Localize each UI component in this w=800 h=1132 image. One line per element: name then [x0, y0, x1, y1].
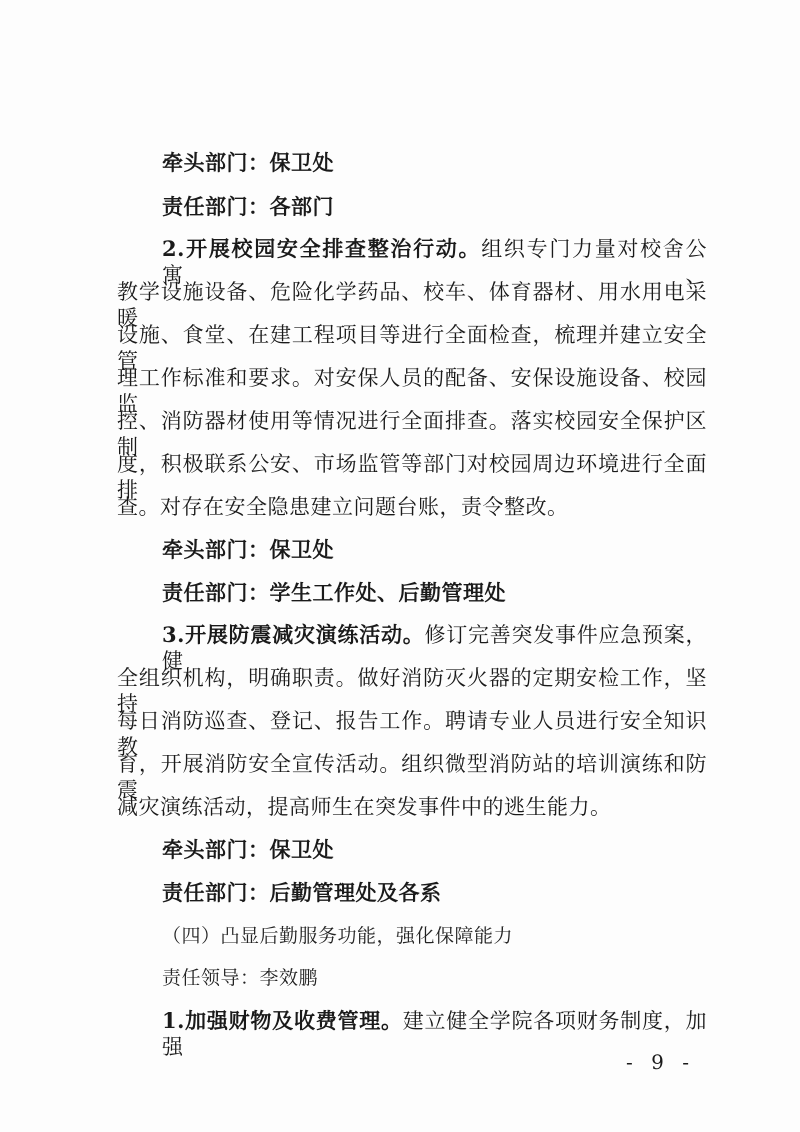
item4-1-text: 建立健全学院各项财务制度，加强 — [162, 1009, 707, 1059]
lead-dept-label: 牵头部门： — [162, 537, 270, 562]
lead-dept-value: 保卫处 — [269, 537, 334, 562]
item2-line: 度，积极联系公安、市场监管等部门对校园周边环境进行全面排 — [117, 452, 707, 502]
resp-dept-line — [162, 880, 707, 906]
resp-dept-line — [162, 580, 707, 606]
item3-title: 3.开展防震减灾演练活动。 — [162, 622, 425, 647]
lead-dept-line — [162, 150, 707, 176]
lead-dept-value: 保卫处 — [269, 150, 334, 175]
item3-line: 全组织机构，明确职责。做好消防灭火器的定期安检工作，坚持 — [117, 666, 707, 716]
lead-dept-line — [162, 837, 707, 863]
item3-line: 减灾演练活动，提高师生在突发事件中的逃生能力。 — [117, 795, 612, 819]
item2-line: 设施、食堂、在建工程项目等进行全面检查，梳理并建立安全管 — [117, 323, 707, 373]
item2-text: 组织专门力量对校舍公寓、 — [162, 237, 708, 287]
resp-dept-line — [162, 194, 707, 220]
lead-dept-label: 牵头部门： — [162, 837, 270, 862]
item3-text: 修订完善突发事件应急预案，健 — [162, 623, 708, 673]
item3-line: 每日消防巡查、登记、报告工作。聘请专业人员进行安全知识教 — [117, 709, 707, 759]
resp-dept-value: 各部门 — [269, 194, 334, 219]
item2-title: 2.开展校园安全排查整治行动。 — [162, 236, 482, 261]
item3-line: 育，开展消防安全宣传活动。组织微型消防站的培训演练和防震 — [117, 752, 707, 802]
resp-dept-label: 责任部门： — [162, 194, 270, 219]
item2-line: 教学设施设备、危险化学药品、校车、体育器材、用水用电采暖 — [117, 280, 707, 330]
responsible-leader: 责任领导：李效鹏 — [162, 967, 319, 989]
resp-dept-value: 后勤管理处及各系 — [269, 880, 442, 905]
page-number: - 9 - — [626, 1050, 695, 1074]
section-heading: （四）凸显后勤服务功能，强化保障能力 — [162, 925, 514, 947]
item2-line: 理工作标准和要求。对安保人员的配备、安保设施设备、校园监 — [117, 366, 707, 416]
resp-dept-label: 责任部门： — [162, 880, 270, 905]
item2-line: 查。对存在安全隐患建立问题台账，责令整改。 — [117, 495, 569, 519]
item2-line: 控、消防器材使用等情况进行全面排查。落实校园安全保护区制 — [117, 409, 707, 459]
resp-dept-label: 责任部门： — [162, 580, 270, 605]
resp-dept-value: 学生工作处、后勤管理处 — [269, 580, 506, 605]
lead-dept-value: 保卫处 — [269, 837, 334, 862]
lead-dept-label: 牵头部门： — [162, 150, 270, 175]
item4-1-title: 1.加强财物及收费管理。 — [162, 1008, 403, 1033]
lead-dept-line — [162, 537, 707, 563]
